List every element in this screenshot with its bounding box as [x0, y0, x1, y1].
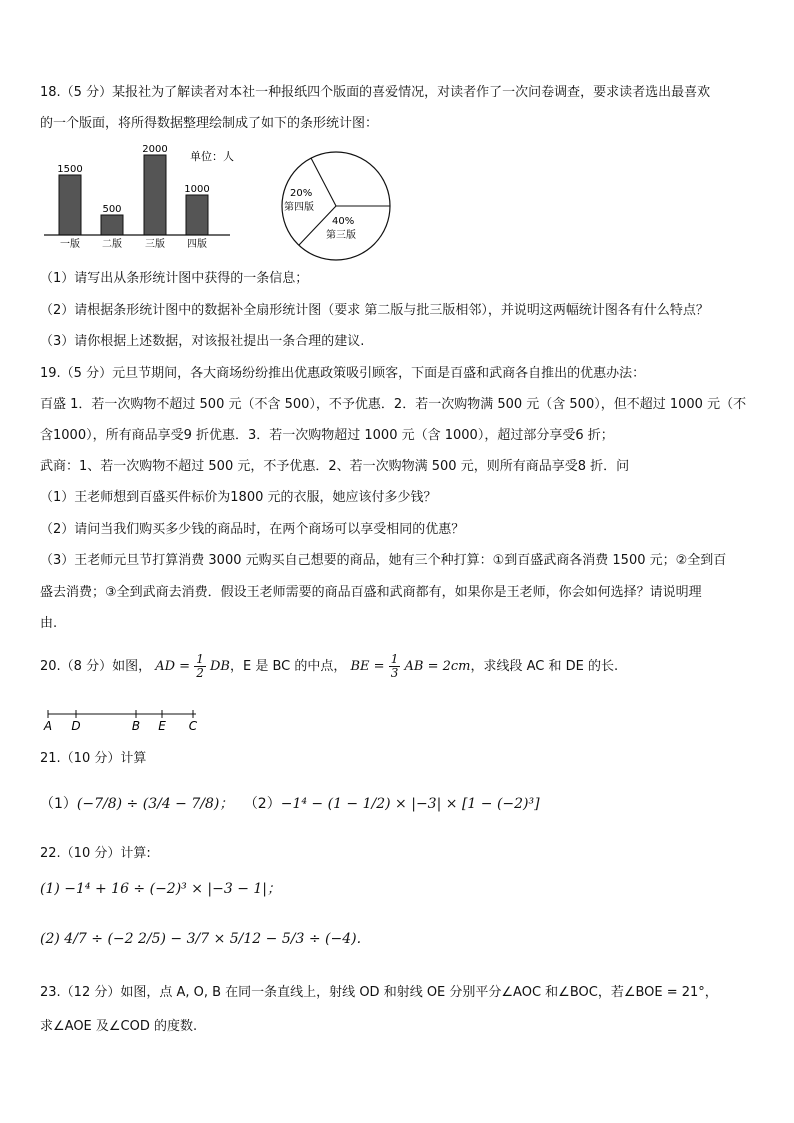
- segment-point-label: B: [131, 719, 141, 733]
- q19-line1: 19.（5 分）元旦节期间，各大商场纷纷推出优惠政策吸引顾客，下面是百盛和武商各自推出的优惠办法：: [40, 366, 646, 381]
- segment-point-label: C: [188, 719, 198, 733]
- q19-sub1: （1）王老师想到百盛买件标价为1800 元的衣服，她应该付多少钱？: [40, 490, 437, 505]
- bar-data-label: 2000: [142, 144, 168, 155]
- bar-category-label: 四版: [187, 239, 207, 250]
- q20-statement: [40, 652, 618, 682]
- q21-title: 21.（10 分）计算: [40, 751, 147, 766]
- q18-line2: 的一个版面，将所得数据整理绘制成了如下的条形统计图：: [40, 116, 379, 131]
- q19-line4: 武商：1、若一次购物不超过 500 元，不予优惠．2、若一次购物满 500 元，则所有商品享受8 折．问: [40, 459, 630, 474]
- bar-category-label: 二版: [102, 239, 122, 250]
- q20-fraction-half: $\frac{1}{2}$: [196, 652, 204, 680]
- q23-line2: 求∠AOE 及∠COD 的度数.: [40, 1019, 198, 1034]
- q21-p1-label: （1）: [40, 796, 77, 812]
- q18-sub2: （2）请根据条形统计图中的数据补全扇形统计图（要求 第二版与批三版相邻），并说明这两幅统计图各有什么特点？: [40, 303, 709, 318]
- q20-ad: AD =: [155, 659, 191, 674]
- q22-part2: (2) 4/7 ÷ (−2 2/5) − 3/7 × 5/12 − 5/3 ÷ (−4).: [40, 931, 362, 947]
- bar: [144, 155, 166, 235]
- q20-prefix: 20.（8 分）如图，: [40, 659, 152, 674]
- q18-line1: 18.（5 分）某报社为了解读者对本社一种报纸四个版面的喜爱情况，对读者作了一次问卷调查，要求读者选出最喜欢: [40, 85, 711, 100]
- q21-p2-expr: −1⁴ − (1 − 1/2) × |−3| × [1 − (−2)³]: [280, 796, 540, 812]
- q19-sub2: （2）请问当我们购买多少钱的商品时，在两个商场可以享受相同的优惠？: [40, 522, 465, 537]
- bar-category-label: 一版: [60, 239, 80, 250]
- q23-line1: 23.（12 分）如图，点 A, O, B 在同一条直线上，射线 OD 和射线 OE 分别平分∠AOC 和∠BOC，若∠BOE = 21°，: [40, 985, 718, 1000]
- segment-point-label: D: [71, 719, 81, 733]
- q20-suffix: ，求线段 AC 和 DE 的长.: [470, 659, 619, 674]
- segment-point-label: E: [158, 719, 166, 733]
- pie-slice-label: 第三版: [326, 230, 356, 241]
- bar: [186, 195, 208, 235]
- bar-chart-unit-label: 单位：人: [190, 150, 234, 163]
- q19-line3: 含1000），所有商品享受9 折优惠．3．若一次购物超过 1000 元（含 1000），超过部分享受6 折；: [40, 428, 614, 443]
- q20-db: DB: [209, 659, 230, 674]
- q19-line2: 百盛 1．若一次购物不超过 500 元（不含 500），不予优惠．2．若一次购物满 500 元（含 500），但不超过 1000 元（不: [40, 397, 747, 412]
- bar-data-label: 500: [102, 204, 122, 215]
- bar-data-label: 1000: [184, 184, 210, 195]
- pie-slice-percent: 20%: [290, 188, 313, 199]
- q19-sub3a: （3）王老师元旦节打算消费 3000 元购买自己想要的商品，她有三个种打算：①到百盛武商各消费 1500 元；②全到百: [40, 553, 727, 568]
- q20-mid: ，E 是 BC 的中点，: [229, 659, 347, 674]
- q22-part1: (1) −1⁴ + 16 ÷ (−2)³ × |−3 − 1|；: [40, 881, 282, 897]
- pie-chart: [278, 148, 394, 264]
- bar-chart: [40, 140, 240, 250]
- pie-slice-percent: 40%: [332, 216, 355, 227]
- q18-sub1: （1）请写出从条形统计图中获得的一条信息；: [40, 271, 309, 286]
- bar-data-label: 1500: [57, 164, 83, 175]
- segment-point-label: A: [43, 719, 53, 733]
- q20-be: BE =: [350, 659, 385, 674]
- segment-diagram: [40, 708, 210, 734]
- q20-fraction-third: $\frac{1}{3}$: [390, 652, 399, 680]
- q21-expressions: [40, 795, 540, 813]
- bar: [101, 215, 123, 235]
- bar: [59, 175, 81, 235]
- q19-sub3b: 盛去消费；③全到武商去消费．假设王老师需要的商品百盛和武商都有，如果你是王老师，你会如何选择？请说明理: [40, 585, 702, 600]
- q19-sub3c: 由.: [40, 616, 58, 631]
- pie-slice-label: 第四版: [284, 202, 314, 213]
- bar-category-label: 三版: [145, 239, 165, 250]
- q21-p1-expr: (−7/8) ÷ (3/4 − 7/8)；: [76, 796, 234, 812]
- q21-p2-label: （2）: [243, 796, 281, 812]
- q20-ab: AB = 2cm: [404, 659, 471, 674]
- q18-sub3: （3）请你根据上述数据，对该报社提出一条合理的建议.: [40, 334, 365, 349]
- q22-title: 22.（10 分）计算:: [40, 846, 151, 861]
